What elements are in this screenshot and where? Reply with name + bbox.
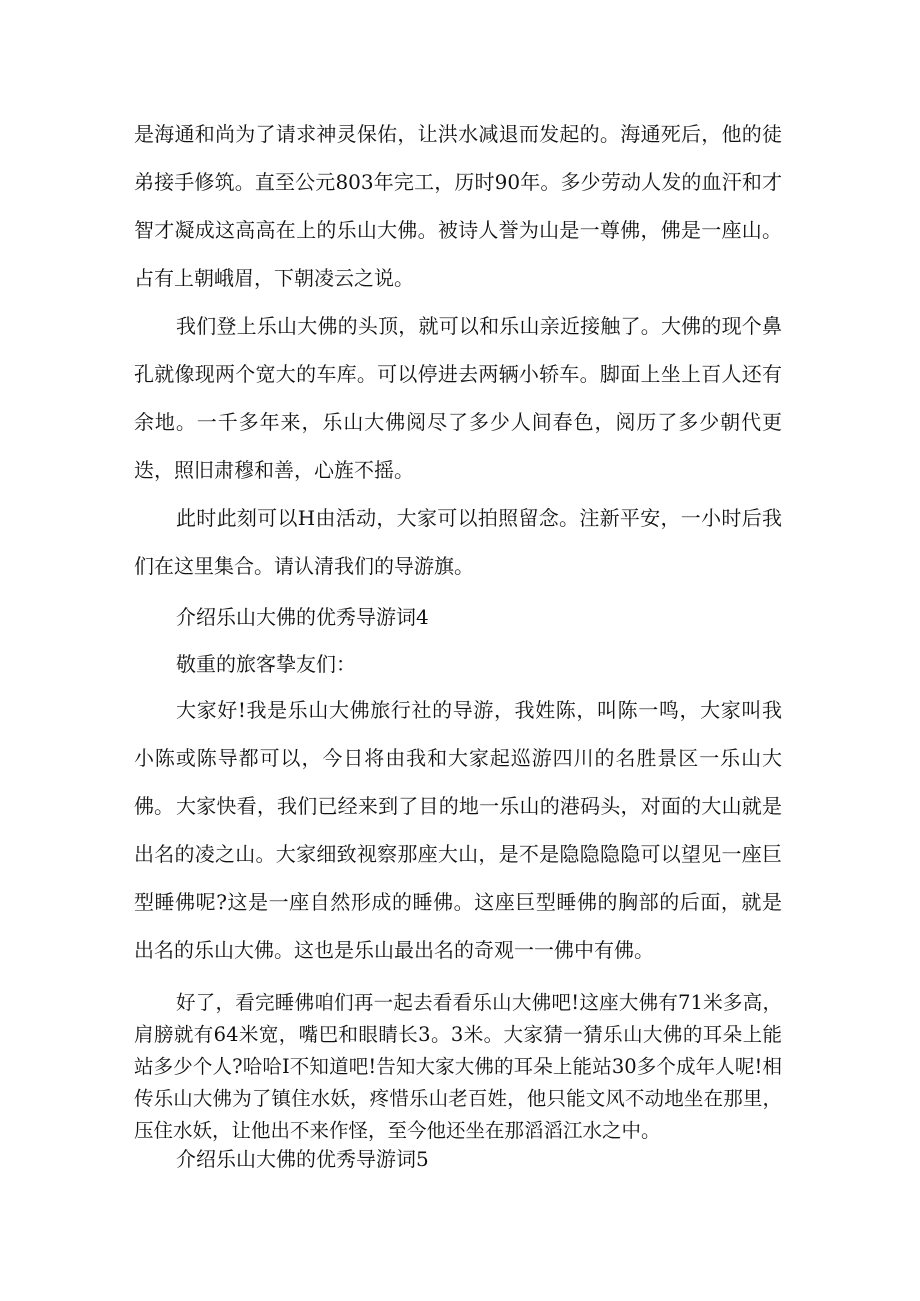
- paragraph-sleeping-buddha: 大家快看，我们已经来到了目的地一乐山的港码头，对面的大山就是出名的凌之山。大家细致视察那座大山，是不是隐隐隐隐可以望见一座巨型睡佛呢?这是一座自然形成的睡佛。这座巨型睡佛的胸部的后面，就是出名的乐山大佛。这也是乐山最出名的奇观一一佛中有佛。: [134, 794, 782, 962]
- paragraph-haitong: 是海通和尚为了请求神灵保佑，让洪水减退而发起的。海通死后，他的徒弟接手修筑。直至公元803年完工，历时90年。多少劳动人发的血汗和才智才凝成这高高在上的乐山大佛。被诗人誉为山是一尊佛，佛是一座山。占有上朝峨眉，下朝凌云之说。: [134, 122, 782, 290]
- paragraph-free-time: 此时此刻可以H由活动，大家可以拍照留念。注新平安，一小时后我们在这里集合。请认清我们的导游旗。: [134, 506, 782, 578]
- paragraph-dimensions: 好了，看完睡佛咱们再一起去看看乐山大佛吧!这座大佛有71米多高，肩膀就有64米宽，嘴巴和眼睛长3。3米。大家猜一猜乐山大佛的耳朵上能站多少个人?哈哈I不知道吧!告知大家大佛的耳朵上能站30多个成年人呢!相传乐山大佛为了镇住水妖，疼惜乐山老百姓，他只能文风不动地坐在那里，压住水妖，让他出不来作怪，至今他还坐在那滔滔江水之中。: [134, 991, 782, 1142]
- section-heading-4: 介绍乐山大佛的优秀导游词4: [176, 605, 429, 629]
- paragraph-intro: 大家好!我是乐山大佛旅行社的导游，我姓陈，叫陈一鸣，大家叫我小陈或陈导都可以，今日将由我和大家起巡游四川的名胜景区一乐山大佛。: [134, 698, 782, 818]
- paragraph-head-top: 我们登上乐山大佛的头顶，就可以和乐山亲近接触了。大佛的现个鼻孔就像现两个宽大的车库。可以停进去两辆小轿车。脚面上坐上百人还有余地。一千多年来，乐山大佛阅尽了多少人间春色，阅历了多少朝代更迭，照旧肃穆和善，心旌不摇。: [134, 314, 782, 482]
- greeting-line: 敬重的旅客挚友们：: [176, 652, 356, 676]
- section-heading-5: 介绍乐山大佛的优秀导游词5: [176, 1147, 429, 1171]
